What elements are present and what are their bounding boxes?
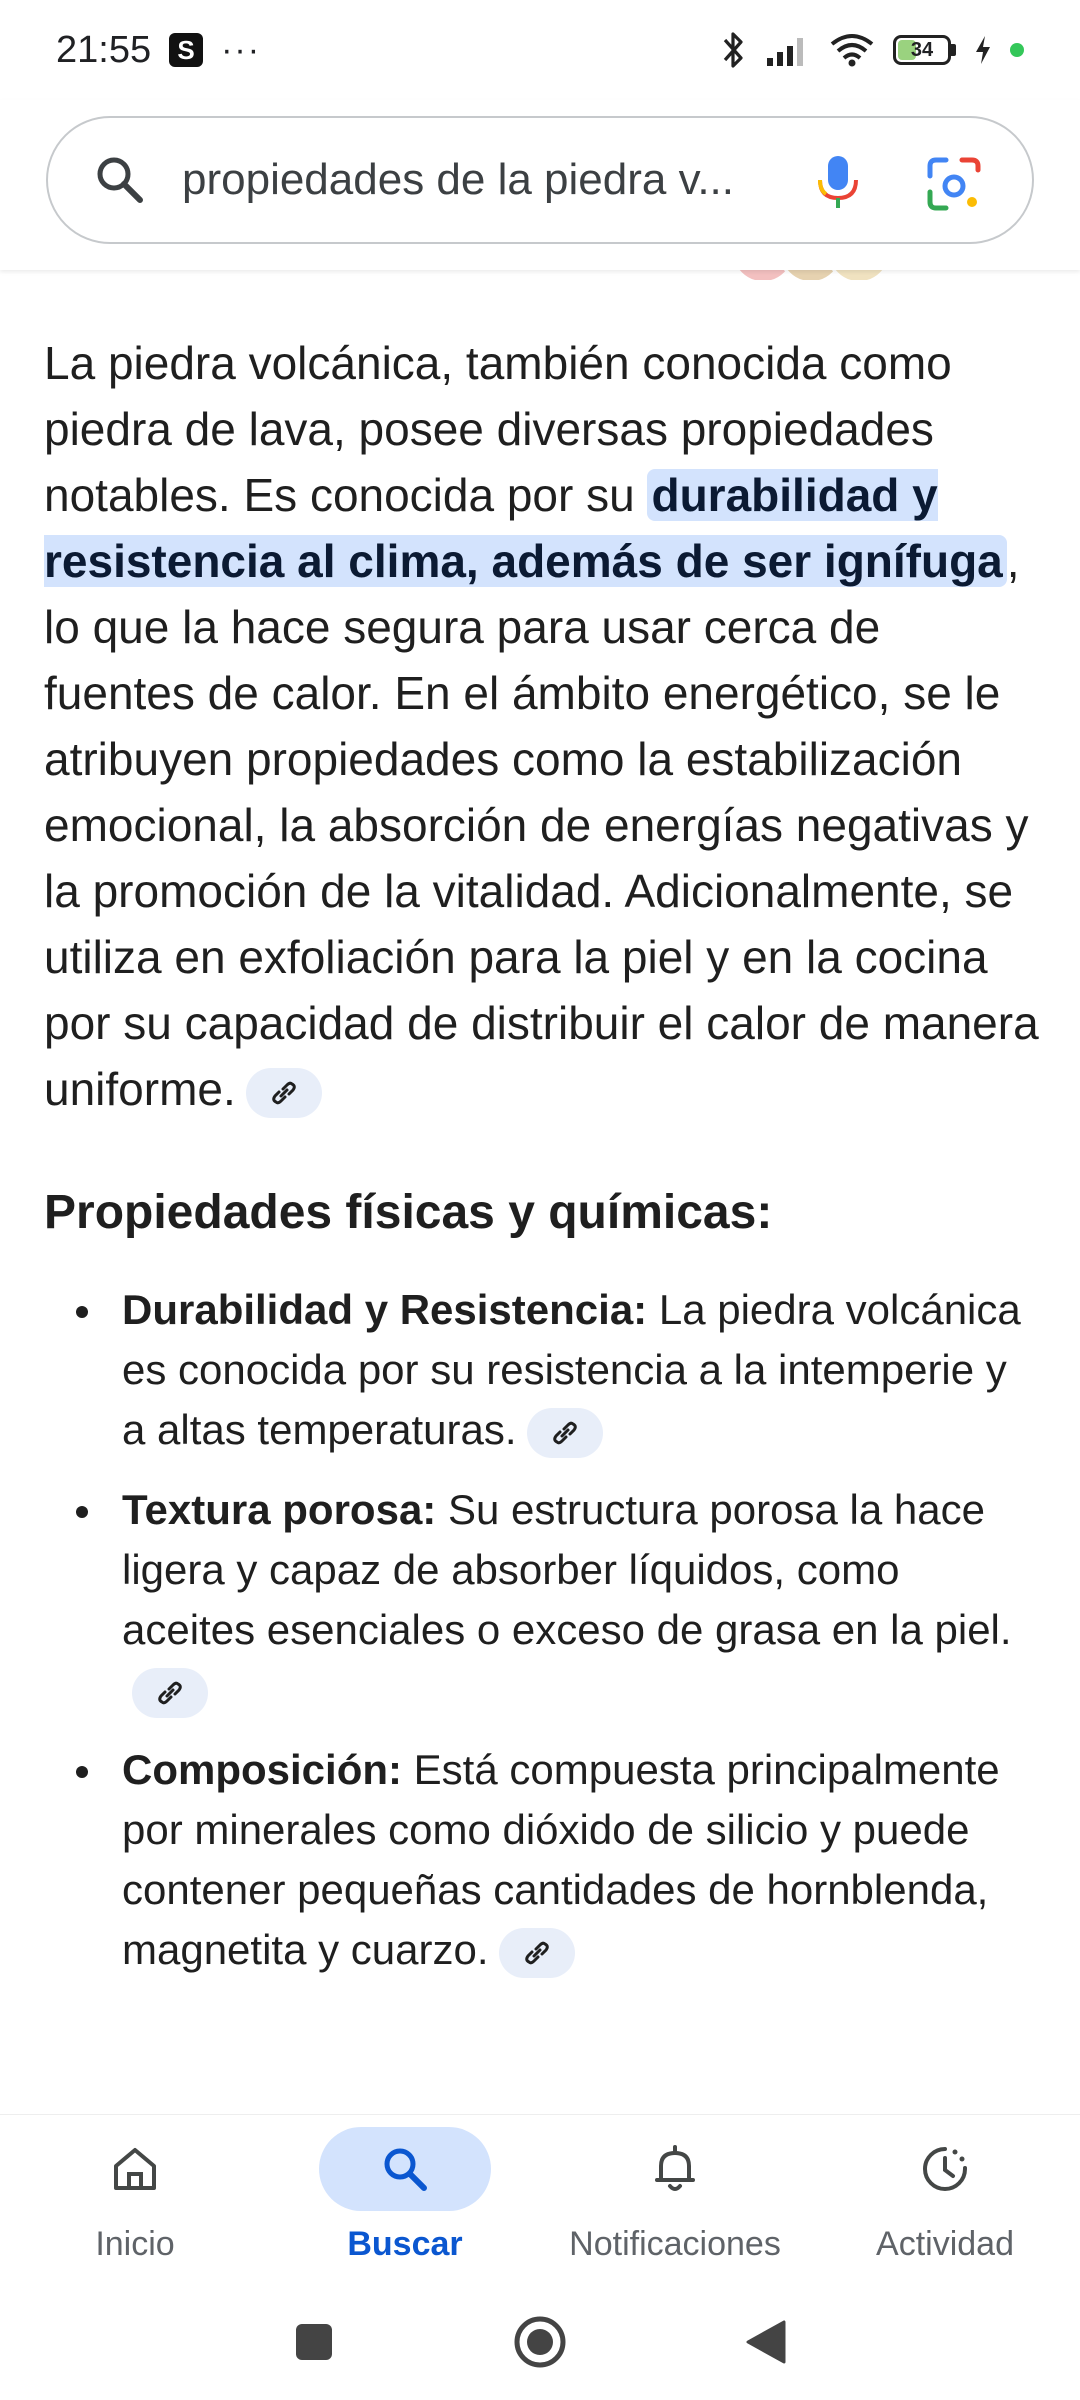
search-icon[interactable] <box>92 152 148 208</box>
overview-paragraph <box>44 330 1040 1122</box>
nav-item-inicio[interactable] <box>15 2115 255 2264</box>
nav-item-actividad[interactable] <box>825 2115 1065 2264</box>
back-button[interactable] <box>738 2314 794 2370</box>
search-icon <box>378 2142 432 2196</box>
source-link-chip[interactable] <box>246 1068 322 1118</box>
recents-button[interactable] <box>286 2314 342 2370</box>
bluetooth-icon <box>719 30 747 70</box>
nav-item-notificaciones[interactable] <box>555 2115 795 2264</box>
app-notification-icon: S <box>169 33 203 67</box>
properties-list <box>44 1280 1040 1980</box>
section-title: Propiedades físicas y químicas: <box>44 1186 773 1239</box>
list-item-text: La piedra volcánica es conocida por su resistencia a la intemperie y a altas temperaturas. <box>122 1286 1021 1453</box>
bell-icon <box>648 2142 702 2196</box>
list-item <box>44 1280 1040 1460</box>
link-icon <box>549 1417 581 1449</box>
activity-icon <box>918 2142 972 2196</box>
overview-text-after: , lo que la hace segura para usar cerca de fuentes de calor. En el ámbito energético, se le atribuyen propiedades como la estabilización emocional, la absorción de energías negativas y la promoción de la vitalidad. Adicionalmente, se utiliza en exfoliación para la piel y en la cocina por su capacidad de distribuir el calor de manera uniforme. <box>44 535 1039 1115</box>
privacy-indicator-icon <box>1010 43 1024 57</box>
home-button[interactable] <box>512 2314 568 2370</box>
list-item <box>44 1740 1040 1980</box>
source-link-chip[interactable] <box>499 1928 575 1978</box>
charging-icon <box>974 35 992 65</box>
home-icon <box>108 2142 162 2196</box>
source-link-chip[interactable] <box>527 1408 603 1458</box>
home-circle-icon <box>512 2314 568 2370</box>
more-notifications-icon: ··· <box>221 30 262 69</box>
nav-label: Actividad <box>876 2225 1014 2263</box>
ai-overview-content <box>44 330 1040 2000</box>
list-item-term: Composición: <box>122 1746 402 1793</box>
search-bar[interactable] <box>46 116 1034 244</box>
status-time: 21:55 <box>56 28 152 71</box>
lens-icon[interactable] <box>926 156 982 212</box>
recents-icon <box>294 2322 334 2362</box>
list-item-text: Está compuesta principalmente por minerales como dióxido de silicio y puede contener pequeñas cantidades de hornblenda, magnetita y cuarzo. <box>122 1746 1000 1973</box>
source-link-chip[interactable] <box>132 1668 208 1718</box>
link-icon <box>521 1937 553 1969</box>
overview-highlight: durabilidad y resistencia al clima, además de ser ignífuga <box>44 469 1007 587</box>
system-navigation <box>0 2284 1080 2400</box>
link-icon <box>154 1677 186 1709</box>
link-icon <box>268 1077 300 1109</box>
status-bar <box>0 0 1080 100</box>
signal-icon <box>765 32 811 68</box>
back-icon <box>744 2318 788 2366</box>
list-item-term: Textura porosa: <box>122 1486 437 1533</box>
status-right <box>719 30 1024 70</box>
search-header <box>0 100 1080 270</box>
list-item-term: Durabilidad y Resistencia: <box>122 1286 648 1333</box>
search-input[interactable]: propiedades de la piedra v... <box>182 155 734 204</box>
nav-label: Notificaciones <box>569 2225 781 2263</box>
list-item <box>44 1480 1040 1720</box>
wifi-icon <box>829 32 875 68</box>
overview-text-before: La piedra volcánica, también conocida como piedra de lava, posee diversas propiedades notables. Es conocida por su <box>44 337 952 521</box>
nav-item-buscar[interactable] <box>285 2115 525 2264</box>
battery-icon <box>893 35 956 65</box>
battery-level: 34 <box>910 38 934 61</box>
list-item-text: Su estructura porosa la hace ligera y capaz de absorber líquidos, como aceites esenciales o exceso de grasa en la piel. <box>122 1486 1012 1653</box>
status-left <box>56 29 261 72</box>
nav-label: Buscar <box>347 2225 463 2263</box>
mic-icon[interactable] <box>814 154 862 210</box>
nav-label: Inicio <box>95 2225 175 2263</box>
bottom-navigation <box>0 2114 1080 2285</box>
